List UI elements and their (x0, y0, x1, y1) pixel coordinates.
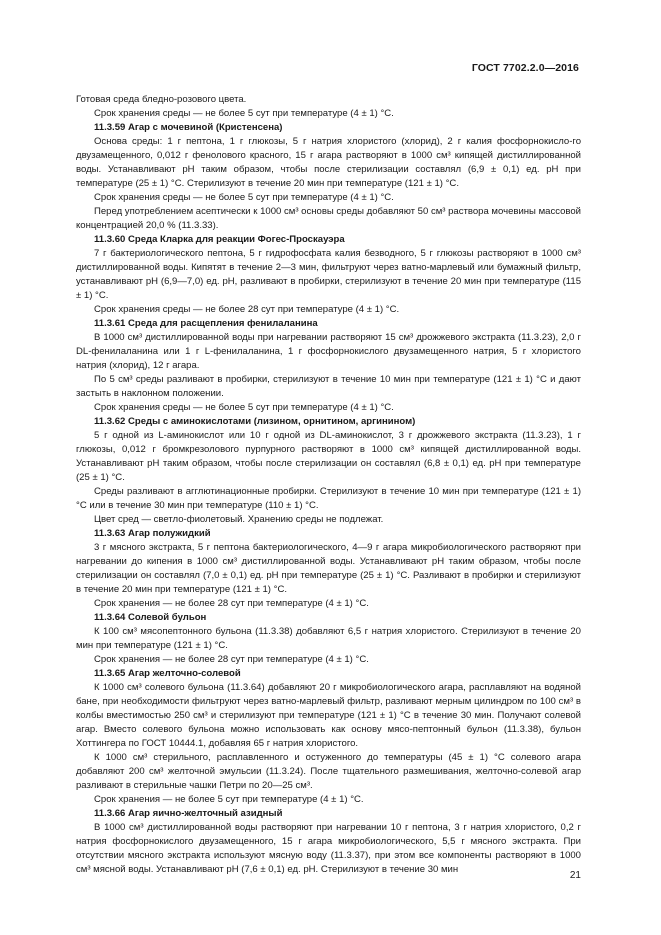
section-heading: 11.3.61 Среда для расщепления фенилаланина (94, 318, 318, 329)
paragraph: К 1000 см³ солевого бульона (11.3.64) добавляют 20 г микробиологического агара, расплавляют на водяной бане, при необходимости фильтруют через ватно-марлевый фильтр, разливают мерным цилиндром по 100 см³ в колбы вместимостью 250 см³ и стерилизуют при температуре (121 ± 1) °С в течение 30 мин. Получают солевой агар. Вместо солевого бульона можно использовать как основу мясо-пептонный бульон (11.3.38), бульон Хоттингера по ГОСТ 10444.1, добавляя 65 г натрия хлористого. (76, 682, 581, 749)
paragraph: Срок хранения среды — не более 5 сут при температуре (4 ± 1) °С. (94, 108, 394, 119)
paragraph: Срок хранения — не более 28 сут при температуре (4 ± 1) °С. (94, 598, 369, 609)
paragraph: Перед употреблением асептически к 1000 см³ основы среды добавляют 50 см³ раствора мочевины массовой концентрацией 20,0 % (11.3.33). (76, 206, 582, 231)
section-heading: 11.3.66 Агар яично-желточный азидный (94, 808, 283, 819)
paragraph: Срок хранения среды — не более 5 сут при температуре (4 ± 1) °С. (94, 192, 394, 203)
paragraph: Цвет сред — светло-фиолетовый. Хранению среды не подлежат. (94, 514, 384, 525)
paragraph: 3 г мясного экстракта, 5 г пептона бактериологического, 4—9 г агара микробиологического растворяют при нагревании до кипения в 1000 см³ дистиллированной воды. Устанавливают pH таким образом, чтобы после стерилизации он составлял (7,0 ± 0,1) ед. pH при температуре (25 ± 1) °С. Разливают в пробирки и стерилизуют в течение 20 мин при температуре (121 ± 1) °С. (76, 542, 581, 595)
paragraph: В 1000 см³ дистиллированной воды растворяют при нагревании 10 г пептона, 3 г натрия хлористого, 0,2 г натрия фосфорнокислого двузамещенного, 15 г агара микробиологического, 5,5 г мясного экстракта. При отсутствии мясного экстракта используют мясную воду (11.3.37), при этом все компоненты растворяют в 1000 см³ мясной воды. Устанавливают pH (7,6 ± 0,1) ед. pH. Стерилизуют в течение 30 мин (76, 822, 581, 875)
section-heading: 11.3.62 Среды с аминокислотами (лизином, орнитином, аргинином) (94, 416, 416, 427)
paragraph: Срок хранения — не более 28 сут при температуре (4 ± 1) °С. (94, 654, 369, 665)
section-heading: 11.3.64 Солевой бульон (94, 612, 207, 623)
section-heading: 11.3.59 Агар с мочевиной (Кристенсена) (94, 122, 283, 133)
paragraph: Готовая среда бледно-розового цвета. (76, 94, 247, 105)
section-heading: 11.3.60 Среда Кларка для реакции Фогес-Проскауэра (94, 234, 345, 245)
paragraph: Срок хранения среды — не более 28 сут при температуре (4 ± 1) °С. (94, 304, 400, 315)
page-number: 21 (569, 870, 581, 881)
paragraph: По 5 см³ среды разливают в пробирки, стерилизуют в течение 10 мин при температуре (121 ± 1) °С и дают застыть в наклонном положении. (76, 374, 581, 399)
paragraph: 7 г бактериологического пептона, 5 г гидрофосфата калия безводного, 5 г глюкозы растворяют в 1000 см³ дистиллированной воды. Кипятят в течение 2—3 мин, фильтруют через ватно-марлевый или бумажный фильтр, устанавливают pH (6,9—7,0) ед. pH, разливают в пробирки, стерилизуют в течение 20 мин при температуре (115 ± 1) °С. (76, 248, 581, 301)
paragraph: Срок хранения среды — не более 5 сут при температуре (4 ± 1) °С. (94, 402, 394, 413)
paragraph: 5 г одной из L-аминокислот или 10 г одной из DL-аминокислот, 3 г дрожжевого экстракта (11.3.23), 1 г глюкозы, 0,012 г бромкрезолового пурпурного растворяют в 1000 см³ кипящей дистиллированной воды. Устанавливают pH таким образом, чтобы после стерилизации он составлял (6,8 ± 0,1) ед. pH при температуре (25 ± 1) °С. (76, 430, 581, 483)
paragraph: К 1000 см³ стерильного, расплавленного и остуженного до температуры (45 ± 1) °С солевого агара добавляют 200 см³ желточной эмульсии (11.3.24). После тщательного размешивания, желточно-солевой агар разливают в стерильные чашки Петри по 20—25 см³. (76, 752, 581, 791)
document-header: ГОСТ 7702.2.0—2016 (471, 62, 579, 74)
section-heading: 11.3.65 Агар желточно-солевой (94, 668, 241, 679)
section-heading: 11.3.63 Агар полужидкий (94, 528, 211, 539)
paragraph: Среды разливают в агглютинационные пробирки. Стерилизуют в течение 10 мин при температуре (121 ± 1) °С или в течение 30 мин при температуре (110 ± 1) °С. (76, 486, 581, 511)
paragraph: Срок хранения — не более 5 сут при температуре (4 ± 1) °С. (94, 794, 364, 805)
paragraph: Основа среды: 1 г пептона, 1 г глюкозы, 5 г натрия хлористого (хлорид), 2 г калия фосфорнокисло-го двузамещенного, 0,012 г фенолового красного, 15 г агара растворяют в 1000 см³ кипящей дистиллированной воды. Устанавливают pH таким образом, чтобы после стерилизации составлял (6,9 ± 0,1) ед. pH при температуре (25 ± 1) °С. Стерилизуют в течение 20 мин при температуре (121 ± 1) °С. (76, 136, 581, 189)
document-body (76, 93, 581, 877)
paragraph: К 100 см³ мясопептонного бульона (11.3.38) добавляют 6,5 г натрия хлористого. Стерилизуют в течение 20 мин при температуре (121 ± 1) °С. (76, 626, 581, 651)
paragraph: В 1000 см³ дистиллированной воды при нагревании растворяют 15 см³ дрожжевого экстракта (11.3.23), 2,0 г DL-фенилаланина или 1 г L-фенилаланина, 1 г фосфорнокислого двузамещенного натрия, 5 г хлористого натрия (хлорид), 12 г агара. (76, 332, 581, 371)
